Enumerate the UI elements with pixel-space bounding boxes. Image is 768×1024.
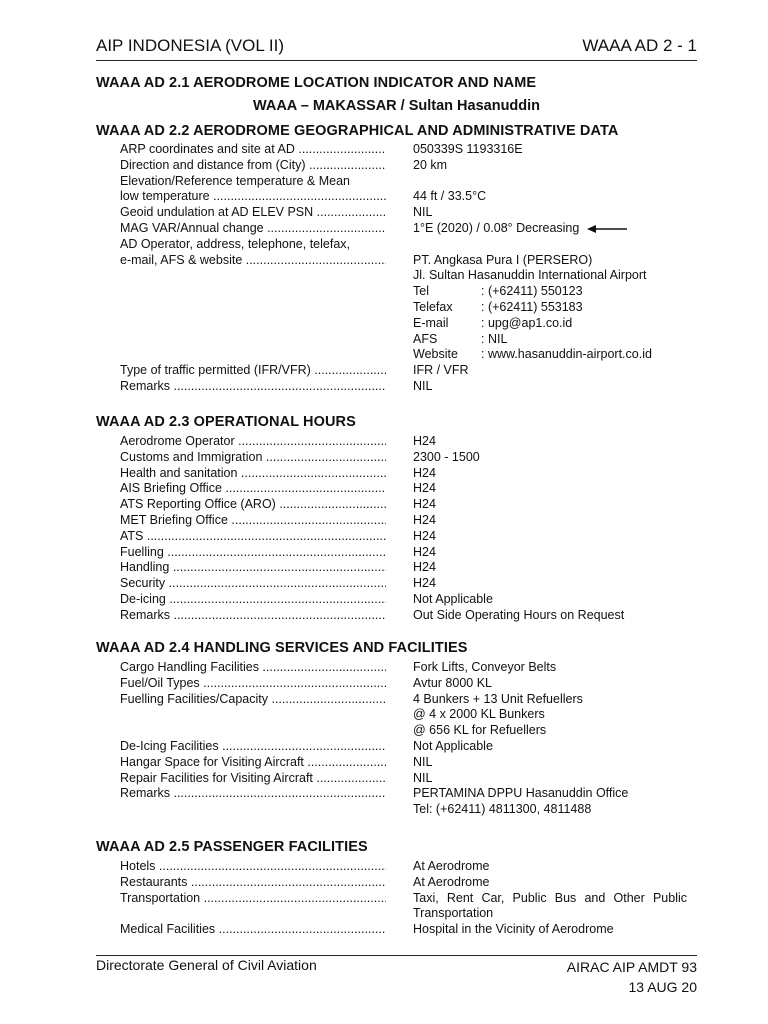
table-row bbox=[120, 174, 697, 190]
contact-value: : (+62411) 550123 bbox=[481, 284, 583, 299]
table-row bbox=[120, 466, 697, 482]
row-label: De-Icing Facilities ..... bbox=[120, 739, 386, 755]
row-label: Direction and distance from (City) ..... bbox=[120, 158, 386, 174]
row-value: Avtur 8000 KL bbox=[413, 675, 492, 690]
row-value: 2300 - 1500 bbox=[413, 449, 480, 464]
table-row bbox=[120, 922, 697, 938]
row-label: low temperature ..... bbox=[120, 189, 386, 205]
row-label: MAG VAR/Annual change ..... bbox=[120, 221, 386, 237]
contact-row bbox=[120, 347, 697, 363]
row-label: Remarks ..... bbox=[120, 379, 386, 395]
table-row bbox=[120, 771, 697, 787]
row-label: Transportation ..... bbox=[120, 891, 386, 907]
section-2-2-title: WAAA AD 2.2 AERODROME GEOGRAPHICAL AND ADMINISTRATIVE DATA bbox=[96, 123, 619, 139]
table-row bbox=[120, 560, 697, 576]
table-row bbox=[120, 481, 697, 497]
row-label: ATS ..... bbox=[120, 529, 386, 545]
row-value: NIL bbox=[413, 770, 433, 785]
row-value: At Aerodrome bbox=[413, 859, 490, 873]
page-header bbox=[96, 36, 697, 61]
row-value: H24 bbox=[413, 576, 436, 591]
row-label: Fuelling Facilities/Capacity ..... bbox=[120, 692, 386, 708]
row-value: H24 bbox=[413, 481, 436, 496]
row-value: Taxi, Rent Car, Public Bus and Other Public bbox=[413, 890, 687, 905]
footer-date: 13 AUG 20 bbox=[628, 979, 697, 995]
footer-publisher: Directorate General of Civil Aviation bbox=[96, 957, 317, 973]
row-value: Fork Lifts, Conveyor Belts bbox=[413, 660, 557, 674]
section-2-3-table bbox=[120, 434, 697, 624]
row-label: Hotels ..... bbox=[120, 859, 386, 875]
footer-amdt: AIRAC AIP AMDT 93 bbox=[566, 959, 697, 975]
table-row bbox=[120, 786, 697, 802]
row-value: 050339S 1193316E bbox=[413, 142, 523, 156]
row-value: Out Side Operating Hours on Request bbox=[413, 607, 625, 622]
row-label: Restaurants ..... bbox=[120, 875, 386, 891]
row-value: H24 bbox=[413, 465, 436, 480]
row-value: NIL bbox=[413, 754, 433, 769]
contact-row bbox=[120, 316, 697, 332]
row-value: PERTAMINA DPPU Hasanuddin Office bbox=[413, 786, 629, 801]
row-value: NIL bbox=[413, 205, 433, 220]
footer-rule bbox=[96, 955, 697, 956]
row-value: @ 656 KL for Refuellers bbox=[413, 723, 547, 738]
table-row bbox=[120, 253, 697, 269]
row-value: H24 bbox=[413, 560, 436, 575]
row-label: e-mail, AFS & website ..... bbox=[120, 253, 386, 269]
table-row bbox=[120, 237, 697, 253]
section-2-2-table bbox=[120, 142, 697, 395]
row-value bbox=[413, 221, 703, 237]
row-value: NIL bbox=[413, 378, 433, 393]
table-row bbox=[120, 450, 697, 466]
row-label: Aerodrome Operator ..... bbox=[120, 434, 386, 450]
table-row bbox=[120, 545, 697, 561]
row-label: Remarks ..... bbox=[120, 786, 386, 802]
contact-key: AFS bbox=[413, 331, 438, 346]
row-label: Cargo Handling Facilities ..... bbox=[120, 660, 386, 676]
row-value: Not Applicable bbox=[413, 738, 493, 753]
row-label: Repair Facilities for Visiting Aircraft ..... bbox=[120, 771, 386, 787]
row-value: Jl. Sultan Hasanuddin International Airport bbox=[413, 268, 647, 283]
aerodrome-name: WAAA – MAKASSAR / Sultan Hasanuddin bbox=[252, 98, 541, 114]
row-label: Customs and Immigration ..... bbox=[120, 450, 386, 466]
table-row bbox=[120, 906, 697, 922]
table-row bbox=[120, 221, 697, 237]
row-label: Health and sanitation ..... bbox=[120, 466, 386, 482]
table-row bbox=[120, 891, 697, 907]
row-value: PT. Angkasa Pura I (PERSERO) bbox=[413, 252, 593, 267]
row-label: ARP coordinates and site at AD ..... bbox=[120, 142, 386, 158]
table-row bbox=[120, 875, 697, 891]
table-row bbox=[120, 755, 697, 771]
table-row bbox=[120, 513, 697, 529]
header-page-ref: WAAA AD 2 - 1 bbox=[582, 36, 697, 55]
row-label: Elevation/Reference temperature & Mean bbox=[120, 173, 350, 188]
section-2-3-title: WAAA AD 2.3 OPERATIONAL HOURS bbox=[96, 414, 356, 430]
table-row bbox=[120, 205, 697, 221]
table-row bbox=[120, 363, 697, 379]
contact-key: Website bbox=[413, 347, 458, 362]
row-value: At Aerodrome bbox=[413, 874, 490, 889]
contact-value: : upg@ap1.co.id bbox=[481, 315, 573, 330]
left-arrow-icon bbox=[587, 224, 627, 234]
row-value: H24 bbox=[413, 544, 436, 559]
table-row bbox=[120, 608, 697, 624]
contact-value: : www.hasanuddin-airport.co.id bbox=[481, 347, 652, 362]
row-label: ATS Reporting Office (ARO) ..... bbox=[120, 497, 386, 513]
contact-value: : (+62411) 553183 bbox=[481, 299, 583, 314]
table-row bbox=[120, 434, 697, 450]
table-row bbox=[120, 529, 697, 545]
row-label: Fuel/Oil Types ..... bbox=[120, 676, 386, 692]
row-label: Handling ..... bbox=[120, 560, 386, 576]
section-2-5-table bbox=[120, 859, 697, 938]
row-value: Tel: (+62411) 4811300, 4811488 bbox=[413, 802, 592, 817]
footer-amendment bbox=[567, 957, 697, 997]
table-row bbox=[120, 268, 697, 284]
contact-row bbox=[120, 300, 697, 316]
row-value: H24 bbox=[413, 512, 436, 527]
table-row bbox=[120, 497, 697, 513]
row-label: Remarks ..... bbox=[120, 608, 386, 624]
row-value: H24 bbox=[413, 497, 436, 512]
row-label: AIS Briefing Office ..... bbox=[120, 481, 386, 497]
section-2-1-title: WAAA AD 2.1 AERODROME LOCATION INDICATOR AND NAME bbox=[96, 75, 537, 91]
contact-row bbox=[120, 332, 697, 348]
row-label: Fuelling ..... bbox=[120, 545, 386, 561]
table-row bbox=[120, 576, 697, 592]
header-publication: AIP INDONESIA (VOL II) bbox=[96, 36, 284, 55]
row-value: IFR / VFR bbox=[413, 363, 469, 378]
row-value: 44 ft / 33.5°C bbox=[413, 189, 487, 204]
row-label: AD Operator, address, telephone, telefax, bbox=[120, 236, 350, 251]
contact-key: Tel bbox=[413, 284, 429, 299]
contact-key: Telefax bbox=[413, 299, 453, 314]
row-label: Security ..... bbox=[120, 576, 386, 592]
row-label: De-icing ..... bbox=[120, 592, 386, 608]
table-row bbox=[120, 692, 697, 708]
table-row bbox=[120, 660, 697, 676]
row-value: 20 km bbox=[413, 157, 448, 172]
section-2-4-table bbox=[120, 660, 697, 818]
table-row bbox=[120, 707, 697, 723]
row-label: Hangar Space for Visiting Aircraft ..... bbox=[120, 755, 386, 771]
table-row bbox=[120, 723, 697, 739]
table-row bbox=[120, 158, 697, 174]
row-value: 4 Bunkers + 13 Unit Refuellers bbox=[413, 691, 583, 706]
row-value: H24 bbox=[413, 528, 436, 543]
table-row bbox=[120, 802, 697, 818]
row-value: H24 bbox=[413, 434, 436, 448]
table-row bbox=[120, 189, 697, 205]
row-value: Not Applicable bbox=[413, 591, 493, 606]
row-label: Type of traffic permitted (IFR/VFR) ..... bbox=[120, 363, 386, 379]
contact-value: : NIL bbox=[481, 331, 508, 346]
section-2-4-title: WAAA AD 2.4 HANDLING SERVICES AND FACILITIES bbox=[96, 640, 468, 656]
row-value: @ 4 x 2000 KL Bunkers bbox=[413, 707, 545, 722]
table-row bbox=[120, 859, 697, 875]
mag-var-value: 1°E (2020) / 0.08° Decreasing bbox=[413, 220, 580, 235]
table-row bbox=[120, 142, 697, 158]
table-row bbox=[120, 676, 697, 692]
contact-key: E-mail bbox=[413, 315, 449, 330]
row-label: Geoid undulation at AD ELEV PSN ..... bbox=[120, 205, 386, 221]
row-label: MET Briefing Office ..... bbox=[120, 513, 386, 529]
table-row bbox=[120, 592, 697, 608]
section-2-5-title: WAAA AD 2.5 PASSENGER FACILITIES bbox=[96, 839, 368, 855]
contact-row bbox=[120, 284, 697, 300]
row-value: Transportation bbox=[413, 906, 494, 921]
table-row bbox=[120, 379, 697, 395]
row-label: Medical Facilities ..... bbox=[120, 922, 386, 938]
table-row bbox=[120, 739, 697, 755]
row-value: Hospital in the Vicinity of Aerodrome bbox=[413, 922, 614, 937]
